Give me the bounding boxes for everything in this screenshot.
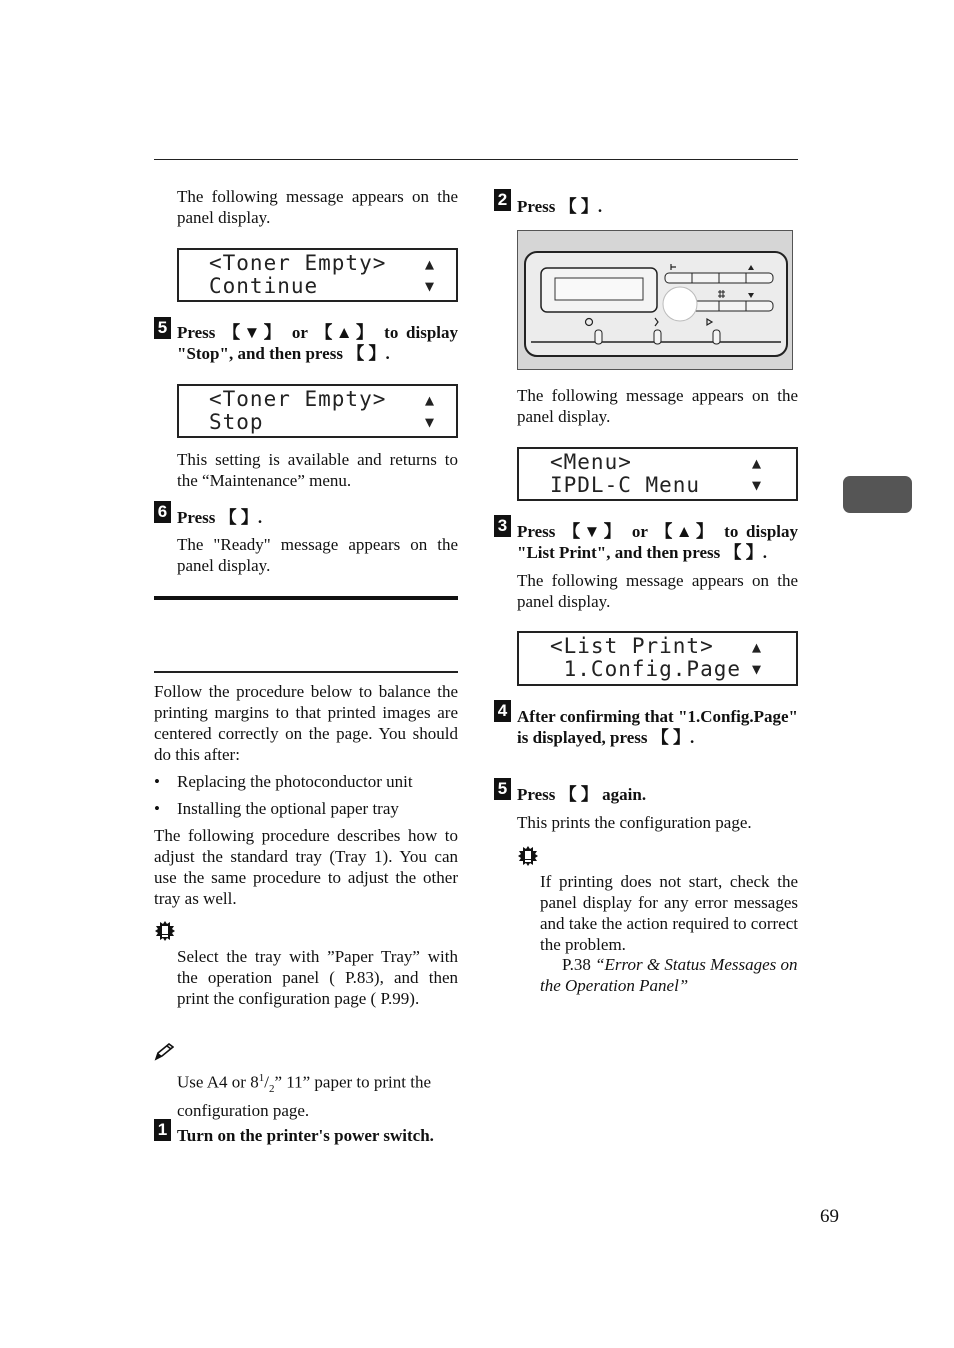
important-text: Select the tray with ”Paper Tray” with the operation panel ( P.83), and then print the configuration page ( P.99). [177,947,458,1008]
step-text: Press 【▼】 or 【▲】 to display "Stop", and then press 【 】. [177,323,458,363]
pencil-note-icon [154,1043,174,1061]
lcd-line2: Continue [209,274,319,298]
step-number: 2 [494,189,511,211]
lcd-line1: <Toner Empty> [209,251,387,275]
message-text: The following message appears on the panel display. [517,571,798,611]
note-text-a: Use A4 or 8 [177,1072,259,1092]
step-text: Press 【▼】 or 【▲】 to display "List Print", and then press 【 】. [517,522,798,562]
down-arrow-icon: ▼ [425,277,436,295]
lcd-line1: <Toner Empty> [209,387,387,411]
reference-page: P.38 [562,955,596,974]
down-arrow-icon: ▼ [425,413,436,431]
lcd-toner-continue [177,248,458,302]
step-number: 6 [154,501,171,523]
prints-message: This prints the configuration page. [517,813,752,832]
step-number: 1 [154,1119,171,1141]
fraction-denominator: 2 [268,1083,275,1096]
up-arrow-icon: ▲ [425,255,436,273]
lcd-list-print [517,631,798,686]
fraction-numerator: 1 [258,1072,265,1084]
lcd-line1: <Menu> [550,450,632,474]
step-number: 3 [494,515,511,537]
header-rule [154,159,798,160]
step-number: 5 [494,778,511,800]
step-text: Press 【 】. [177,508,263,527]
up-arrow-icon: ▲ [425,391,436,409]
step-text: Press 【 】. [517,197,603,216]
down-arrow-icon: ▼ [752,660,763,678]
bullet-dot: • [154,799,160,818]
lcd-line2: IPDL-C Menu [550,473,701,497]
step-text: After confirming that "1.Config.Page" is displayed, press 【 】. [517,707,798,747]
intro-text: The following message appears on the panel display. [177,187,458,227]
bullet-dot: • [154,772,160,791]
reference-title: “Error & Status Messages on the Operation Panel” [540,955,798,995]
important-icon [155,921,175,941]
step-text: Press 【 】 again. [517,785,647,804]
procedure-description: The following procedure describes how to adjust the standard tray (Tray 1). You can use the same procedure to adjust the other tray as well. [154,826,458,908]
note-text-b: ” 11” paper to print the configuration page. [177,1072,431,1121]
section-intro: Follow the procedure below to balance the printing margins to that printed images are centered correctly on the page. You should do this after: [154,682,458,764]
step-number: 5 [154,317,171,339]
chapter-tab [843,476,912,513]
up-arrow-icon: ▲ [752,638,763,656]
note-text [177,1068,458,1121]
step-text: Turn on the printer's power switch. [177,1126,434,1145]
ready-message: The "Ready" message appears on the panel display. [177,535,458,575]
page-number: 69 [820,1206,839,1227]
message-text: The following message appears on the panel display. [517,386,798,426]
up-arrow-icon: ▲ [752,454,763,472]
lcd-line2: 1.Config.Page [550,657,742,681]
setting-note: This setting is available and returns to the “Maintenance” menu. [177,450,458,490]
bullet-text: Installing the optional paper tray [177,799,399,818]
operation-panel-illustration [517,230,793,370]
cross-reference [540,954,798,996]
bullet-text: Replacing the photoconductor unit [177,772,413,791]
lcd-toner-stop [177,384,458,438]
step-number: 4 [494,700,511,722]
section-rule-thin [154,671,458,673]
lcd-menu [517,447,798,501]
lcd-line1: <List Print> [550,634,714,658]
section-rule-thick [154,596,458,600]
down-arrow-icon: ▼ [752,476,763,494]
important-icon [518,846,538,866]
lcd-line2: Stop [209,410,264,434]
important-text: If printing does not start, check the panel display for any error messages and take the action required to correct the problem. [540,872,798,954]
fraction-slash: / [264,1072,269,1092]
